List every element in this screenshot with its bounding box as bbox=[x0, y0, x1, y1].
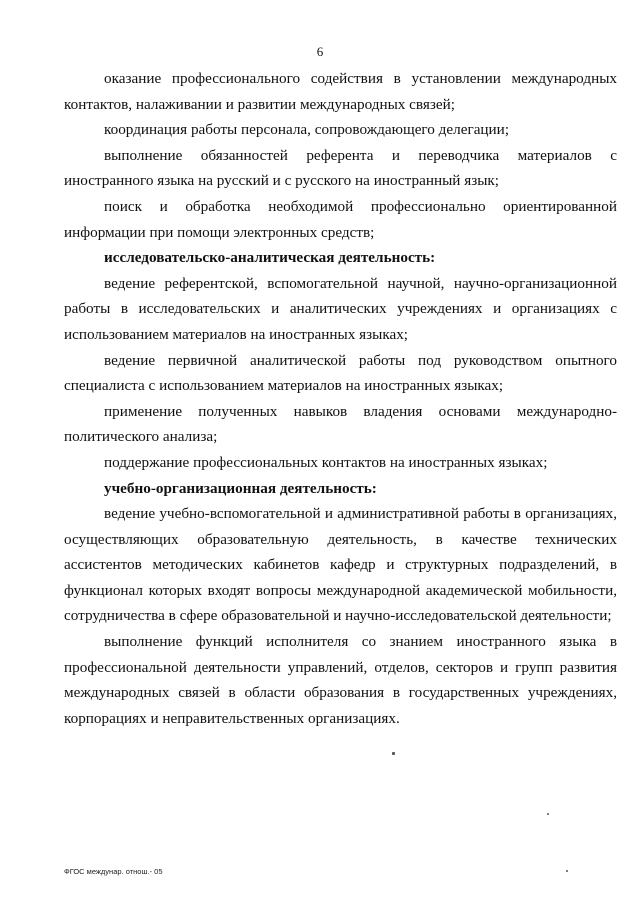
section-heading: исследовательско-аналитическая деятельность: bbox=[104, 249, 436, 267]
paragraph: выполнение обязанностей референта и переводчика материалов с иностранного языка на русский и с русского на иностранный язык; bbox=[64, 146, 617, 190]
paragraph: поддержание профессиональных контактов на иностранных языках; bbox=[104, 453, 548, 471]
document-body bbox=[64, 66, 617, 731]
scan-speck bbox=[547, 813, 549, 815]
page-number: 6 bbox=[316, 44, 324, 59]
paragraph: поиск и обработка необходимой профессионально ориентированной информации при помощи электронных средств; bbox=[64, 197, 617, 241]
paragraph: координация работы персонала, сопровождающего делегации; bbox=[104, 121, 510, 139]
paragraph: ведение первичной аналитической работы под руководством опытного специалиста с использованием материалов на иностранных языках; bbox=[64, 351, 617, 395]
paragraph: ведение референтской, вспомогательной научной, научно-организационной работы в исследовательских и аналитических учреждениях и организациях с использованием материалов на иностранных языках; bbox=[64, 274, 617, 343]
paragraph: выполнение функций исполнителя со знанием иностранного языка в профессиональной деятельности управлений, отделов, секторов и групп развития международных связей в области образования в государственных учреждениях, корпорациях и неправительственных организациях. bbox=[64, 633, 617, 727]
paragraph: оказание профессионального содействия в установлении международных контактов, налаживании и развитии международных связей; bbox=[64, 70, 617, 113]
scan-speck bbox=[566, 870, 568, 872]
scan-speck bbox=[392, 752, 395, 755]
paragraph: ведение учебно-вспомогательной и административной работы в организациях, осуществляющих образовательную деятельность, в качестве технических ассистентов методических кабинетов кафедр и структурных подразделений, в функционал которых входят вопросы международной академической мобильности, сотрудничества в сфере образовательной и научно-исследовательской деятельности; bbox=[64, 505, 617, 625]
paragraph: применение полученных навыков владения основами международно-политического анализа; bbox=[64, 402, 617, 446]
footer-code: ФГОС междунар. отнош.- 05 bbox=[64, 867, 163, 876]
section-heading: учебно-организационная деятельность: bbox=[104, 479, 377, 497]
